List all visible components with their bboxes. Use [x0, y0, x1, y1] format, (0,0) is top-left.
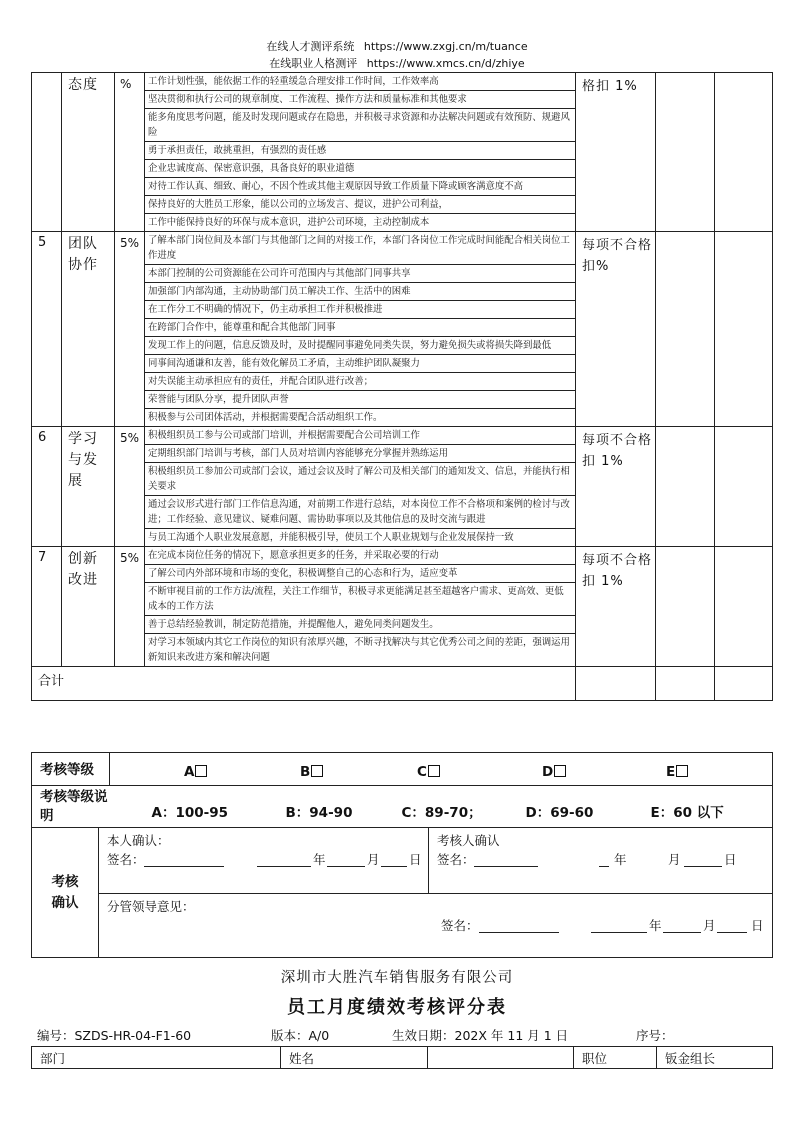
leader-year-line[interactable]: [591, 931, 647, 933]
assessor-confirm-cell[interactable]: [429, 828, 773, 894]
self-sign-label: 签名：: [107, 852, 145, 867]
self-year-line[interactable]: [257, 865, 311, 867]
deduction-standard: 每项不合格扣 1%: [576, 547, 656, 667]
serial-number: 序号：: [636, 1028, 674, 1043]
employee-info-row: [32, 1047, 773, 1069]
checkbox-b-icon[interactable]: [311, 765, 323, 777]
confirm-label: 考核确认: [32, 828, 99, 958]
grade-values: [110, 786, 773, 828]
weight-percent: 5%: [115, 232, 145, 427]
table-row: [32, 547, 773, 565]
header-url-1[interactable]: https://www.zxgj.cn/m/tuance: [363, 40, 528, 53]
grade-option-d[interactable]: D: [542, 764, 566, 780]
criteria-item: 加强部门内部沟通，主动协助部门员工解决工作、生活中的困难: [145, 283, 576, 301]
project-name: 态度: [62, 73, 115, 232]
remark-cell[interactable]: [715, 427, 773, 547]
criteria-item: 同事间沟通谦和友善，能有效化解员工矛盾，主动维护团队凝聚力: [145, 355, 576, 373]
header-url-2[interactable]: https://www.xmcs.cn/d/zhiye: [366, 57, 525, 70]
weight-percent: %: [115, 73, 145, 232]
project-name: 创新改进: [62, 547, 115, 667]
form-title: 员工月度绩效考核评分表: [287, 997, 507, 1018]
total-score-cell[interactable]: [656, 667, 715, 701]
criteria-item: 了解公司内外部环境和市场的变化，积极调整自己的心态和行为，适应变革: [145, 565, 576, 583]
criteria-item: 保持良好的大胜员工形象，能以公司的立场发言、提议，进护公司利益，: [145, 196, 576, 214]
assessment-table: [31, 72, 773, 701]
score-cell[interactable]: [656, 73, 715, 232]
total-row: [32, 667, 773, 701]
leader-month-label: 月: [703, 918, 716, 933]
criteria-item: 积极参与公司团体活动，并根据需要配合活动组织工作。: [145, 409, 576, 427]
checkbox-d-icon[interactable]: [554, 765, 566, 777]
remark-cell[interactable]: [715, 73, 773, 232]
grade-option-a[interactable]: A: [184, 764, 207, 780]
criteria-item: 在跨部门合作中，能尊重和配合其他部门同事: [145, 319, 576, 337]
checkbox-e-icon[interactable]: [676, 765, 688, 777]
self-confirm-label: 本人确认：: [107, 833, 170, 848]
table-row: [32, 232, 773, 265]
confirm-row-1: [32, 828, 773, 894]
remark-cell[interactable]: [715, 547, 773, 667]
criteria-item: 积极组织员工参与公司或部门培训，并根据需要配合公司培训工作: [145, 427, 576, 445]
criteria-item: 与员工沟通个人职业发展意愿，并能积极引导，使员工个人职业规划与企业发展保持一致: [145, 529, 576, 547]
leader-month-line[interactable]: [663, 931, 701, 933]
total-label: 合计: [32, 667, 576, 701]
project-name: 学习与发展: [62, 427, 115, 547]
score-cell[interactable]: [656, 232, 715, 427]
criteria-item: 对待工作认真、细致、耐心，不因个性或其他主观原因导致工作质量下降或顾客满意度不高: [145, 178, 576, 196]
grade-value-b: B：94-90: [285, 805, 353, 821]
criteria-item: 坚决贯彻和执行公司的规章制度、工作流程、操作方法和质量标准和其他要求: [145, 91, 576, 109]
criteria-item: 不断审视目前的工作方法/流程，关注工作细节，积极寻求更能满足甚至超越客户需求、更高效、更低成本的工作方法: [145, 583, 576, 616]
grade-table: [31, 752, 773, 828]
row-number: 7: [32, 547, 62, 667]
self-day-label: 日: [409, 852, 422, 867]
criteria-item: 工作计划性强，能依据工作的轻重缓急合理安排工作时间，工作效率高: [145, 73, 576, 91]
name-value-cell[interactable]: [428, 1047, 574, 1069]
criteria-item: 积极组织员工参加公司或部门会议，通过会议及时了解公司及相关部门的通知发文、信息，并能执行相关要求: [145, 463, 576, 496]
grade-row: [32, 753, 773, 786]
leader-opinion-label: 分管领导意见：: [107, 899, 195, 914]
row-number: [32, 73, 62, 232]
criteria-item: 勇于承担责任，敢挑重担，有强烈的责任感: [145, 142, 576, 160]
criteria-item: 企业忠诚度高、保密意识强，具备良好的职业道德: [145, 160, 576, 178]
effective-date: 生效日期：202X 年 11 月 1 日: [392, 1028, 569, 1043]
dept-label: 部门: [32, 1047, 281, 1069]
leader-opinion-cell[interactable]: [99, 894, 773, 958]
grade-desc-row: [32, 786, 773, 828]
assessor-sign-line[interactable]: [474, 865, 538, 867]
header-line-2: [0, 57, 794, 71]
criteria-item: 了解本部门岗位间及本部门与其他部门之间的对接工作，本部门各岗位工作完成时间能配合相关岗位工作进度: [145, 232, 576, 265]
criteria-item: 能多角度思考问题，能及时发现问题或存在隐患，并积极寻求资源和办法解决问题或有效预防、规避风险: [145, 109, 576, 142]
remark-cell[interactable]: [715, 232, 773, 427]
criteria-item: 发现工作上的问题，信息反馈及时，及时提醒同事避免同类失误，努力避免损失或将损失降到最低: [145, 337, 576, 355]
score-cell[interactable]: [656, 547, 715, 667]
leader-sign-line[interactable]: [479, 931, 559, 933]
checkbox-c-icon[interactable]: [428, 765, 440, 777]
weight-percent: 5%: [115, 427, 145, 547]
criteria-item: 工作中能保持良好的环保与成本意识，进护公司环境，主动控制成本: [145, 214, 576, 232]
grade-option-e[interactable]: E: [666, 764, 688, 780]
grade-label: 考核等级: [32, 753, 110, 786]
deduction-standard: 每项不合格扣 1%: [576, 427, 656, 547]
grade-value-d: D：69-60: [525, 805, 594, 821]
assessor-sign-label: 签名：: [437, 852, 475, 867]
table-row: [32, 427, 773, 445]
position-label: 职位: [574, 1047, 657, 1069]
leader-year-label: 年: [649, 918, 662, 933]
criteria-item: 对失误能主动承担应有的责任，并配合团队进行改善；: [145, 373, 576, 391]
leader-sign-label: 签名：: [441, 918, 479, 933]
leader-day-label: 日: [751, 918, 764, 933]
grade-options: [110, 753, 773, 786]
self-month-label: 月: [367, 852, 380, 867]
grade-option-b[interactable]: B: [300, 764, 323, 780]
company-name: 深圳市大胜汽车销售服务有限公司: [280, 970, 514, 986]
employee-info-table: [31, 1046, 773, 1069]
criteria-item: 定期组织部门培训与考核，部门人员对培训内容能够充分掌握并熟练运用: [145, 445, 576, 463]
weight-percent: 5%: [115, 547, 145, 667]
position-value: 钣金组长: [657, 1047, 773, 1069]
leader-day-line[interactable]: [717, 931, 747, 933]
score-cell[interactable]: [656, 427, 715, 547]
deduction-standard: 格扣 1%: [576, 73, 656, 232]
criteria-item: 在完成本岗位任务的情况下，愿意承担更多的任务，并采取必要的行动: [145, 547, 576, 565]
grade-desc-label: 考核等级说明: [32, 786, 110, 828]
criteria-item: 对学习本领域内其它工作岗位的知识有浓厚兴趣，不断寻找解决与其它优秀公司之间的差距，强调运用新知识来改进方案和解决问题: [145, 634, 576, 667]
assessor-year-label: 年: [614, 852, 627, 867]
criteria-item: 在工作分工不明确的情况下，仍主动承担工作并积极推进: [145, 301, 576, 319]
form-code: 编号：SZDS-HR-04-F1-60: [37, 1028, 192, 1043]
project-name: 团队协作: [62, 232, 115, 427]
total-standard-cell: [576, 667, 656, 701]
grade-option-c[interactable]: C: [417, 764, 440, 780]
deduction-standard: 每项不合格扣%: [576, 232, 656, 427]
checkbox-a-icon[interactable]: [195, 765, 207, 777]
self-year-label: 年: [313, 852, 326, 867]
assessor-month-label: 月: [668, 852, 681, 867]
assessor-confirm-label: 考核人确认: [437, 833, 500, 848]
grade-value-a: A：100-95: [151, 805, 229, 821]
header-label-2: 在线职业人格测评: [269, 57, 358, 70]
header-line-1: [0, 40, 794, 54]
confirm-table: [31, 827, 773, 958]
header-label-1: 在线人才测评系统: [266, 40, 355, 53]
self-sign-line[interactable]: [144, 865, 224, 867]
row-number: 5: [32, 232, 62, 427]
assessor-year-line[interactable]: [599, 865, 609, 867]
criteria-item: 荣誉能与团队分享，提升团队声誉: [145, 391, 576, 409]
assessor-day-label: 日: [724, 852, 737, 867]
criteria-item: 本部门控制的公司资源能在公司许可范围内与其他部门同事共享: [145, 265, 576, 283]
grade-value-c: C：89-70；: [401, 805, 482, 821]
self-confirm-cell[interactable]: [99, 828, 429, 894]
form-version: 版本：A/0: [271, 1028, 330, 1043]
assessor-day-line[interactable]: [684, 865, 722, 867]
criteria-item: 善于总结经验教训，制定防范措施，并提醒他人，避免同类问题发生。: [145, 616, 576, 634]
total-extra-cell[interactable]: [715, 667, 773, 701]
name-label: 姓名: [281, 1047, 428, 1069]
row-number: 6: [32, 427, 62, 547]
grade-value-e: E：60 以下: [650, 805, 724, 821]
self-day-line[interactable]: [381, 865, 407, 867]
criteria-item: 通过会议形式进行部门工作信息沟通，对前期工作进行总结，对本岗位工作不合格项和案例的检讨与改进；工作经验、意见建议、疑难问题、需协助事项以及其他信息的及时交流与跟进: [145, 496, 576, 529]
self-month-line[interactable]: [327, 865, 365, 867]
table-row: [32, 73, 773, 91]
confirm-row-2: [32, 894, 773, 958]
